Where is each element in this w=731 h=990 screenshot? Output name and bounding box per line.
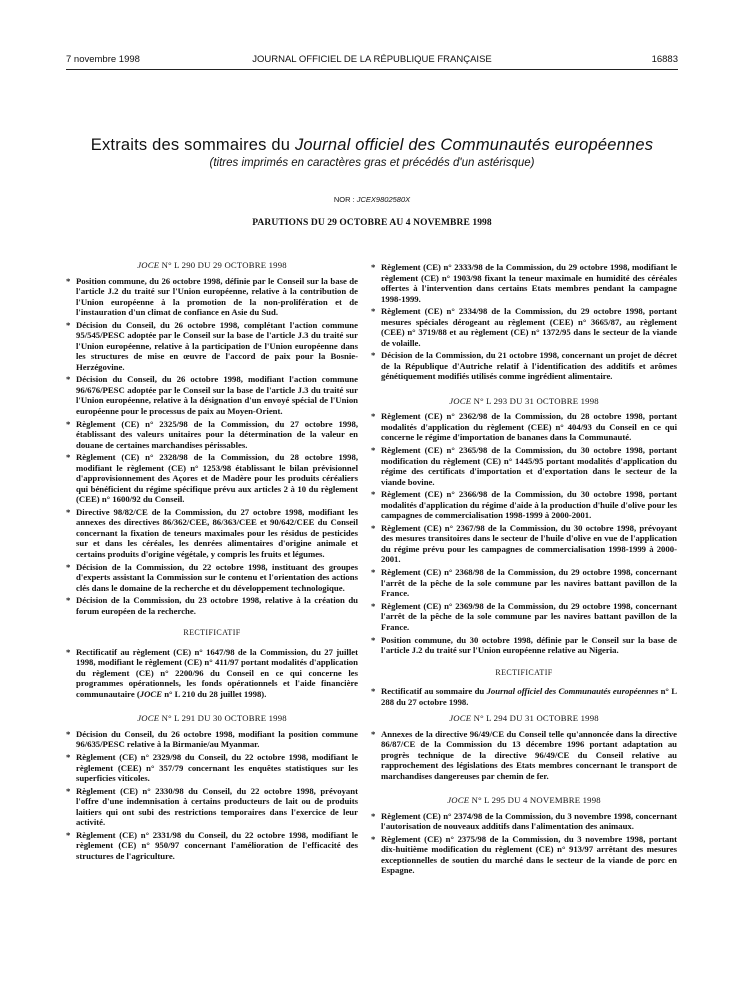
left-column — [66, 260, 358, 864]
list-item — [371, 601, 677, 633]
asterisk-marker: * — [371, 262, 376, 272]
asterisk-marker: * — [371, 600, 376, 611]
list-item-text: Décision de la Commission, du 23 octobre 1998, relative à la création du forum européen de la recherche. — [76, 595, 358, 616]
list-item-text: Règlement (CE) n° 2366/98 de la Commission, du 30 octobre 1998, portant modalités d'application du régime d'aide à la production d'huile d'olive pour les campagnes de commercialisation 1998-1999 à 2000-2001. — [381, 489, 677, 521]
running-header — [66, 54, 678, 68]
title-journal: Journal officiel des Communautés européennes — [294, 136, 654, 154]
asterisk-marker: * — [66, 452, 71, 463]
list-item-text: Règlement (CE) n° 2331/98 du Conseil, du 22 octobre 1998, modifiant le règlement (CE) n° 950/97 concernant l'amélioration de l'efficacité des structures de l'agriculture. — [76, 829, 358, 861]
asterisk-marker: * — [371, 833, 376, 844]
list-item — [66, 562, 358, 594]
joce-label: JOCE — [449, 713, 472, 723]
nor-reference — [66, 195, 678, 204]
header-journal-name: JOURNAL OFFICIEL DE LA RÉPUBLIQUE FRANÇAISE — [252, 54, 492, 65]
asterisk-marker: * — [66, 506, 71, 517]
list-item-text: Règlement (CE) n° 2374/98 de la Commission, du 3 novembre 1998, concernant l'autorisation de nouveaux additifs dans l'alimentation des animaux. — [381, 810, 677, 831]
section-heading — [66, 260, 358, 271]
list-item-text: Règlement (CE) n° 2375/98 de la Commission, du 3 novembre 1998, portant dix-huitième modification du règlement (CE) n° 913/97 arrêtant des mesures exceptionnelles de soutien du marché dans le secteur de la viande de porc en Espagne. — [381, 833, 677, 876]
list-item — [371, 729, 677, 782]
list-item-text: Règlement (CE) n° 2325/98 de la Commission, du 27 octobre 1998, établissant des valeurs unitaires pour la détermination de la valeur en douane de certaines marchandises périssables. — [76, 418, 358, 450]
list-item-text: Règlement (CE) n° 2369/98 de la Commission, du 29 octobre 1998, concernant l'arrêt de la pêche de la sole commune par les navires battant pavillon de la France. — [381, 600, 677, 632]
joce-label: JOCE — [137, 713, 160, 724]
asterisk-marker: * — [371, 810, 376, 821]
list-item — [371, 350, 677, 382]
asterisk-marker: * — [371, 634, 376, 645]
list-item — [66, 595, 358, 616]
list-item-text: Règlement (CE) n° 2367/98 de la Commission, du 30 octobre 1998, prévoyant des mesures transitoires dans le secteur de l'huile d'olive en vue de l'application du régime prévu pour les campagnes de commercialisation 1998-1999 à 2000-2001. — [381, 522, 677, 565]
asterisk-marker: * — [66, 275, 71, 286]
list-item — [371, 834, 677, 876]
asterisk-marker: * — [66, 561, 71, 572]
section-heading-rest: N° L 290 DU 29 OCTOBRE 1998 — [159, 260, 287, 270]
nor-value: JCEX9802580X — [356, 195, 411, 204]
asterisk-marker: * — [371, 306, 376, 317]
item-list — [66, 729, 358, 862]
header-date: 7 novembre 1998 — [66, 54, 140, 65]
list-item — [371, 489, 677, 521]
joce-label: JOCE — [137, 260, 160, 270]
list-item-text: Règlement (CE) n° 2365/98 de la Commission, du 30 octobre 1998, portant modification du règlement (CE) n° 1445/95 portant modalités d'application du régime des certificats d'importation et d'exportation dans le secteur de la viande bovine. — [381, 445, 677, 487]
asterisk-marker: * — [66, 829, 71, 840]
list-item — [66, 320, 358, 373]
list-item-text: Directive 98/82/CE de la Commission, du 27 octobre 1998, modifiant les annexes des directives 86/362/CEE, 86/363/CEE et 90/642/CEE du Conseil concernant la fixation de teneurs maximales pour les résidus de pesticides sur et dans les céréales, les denrées alimentaires d'origine animale et certains produits d'origine végétale, y compris les fruits et légumes. — [76, 506, 358, 559]
asterisk-marker: * — [371, 350, 376, 361]
asterisk-marker: * — [371, 522, 376, 533]
section-heading-rest: N° L 291 DU 30 OCTOBRE 1998 — [159, 713, 287, 724]
section-heading — [371, 396, 677, 407]
list-item — [371, 411, 677, 443]
joce-label: JOCE — [447, 795, 470, 805]
list-item — [66, 419, 358, 451]
list-item-text: Décision du Conseil, du 26 octobre 1998, modifiant l'action commune 96/676/PESC adoptée par le Conseil sur la base de l'article J.3 du traité sur l'Union européenne, relative à la désignation d'un envoyé spécial de l'Union européenne pour le processus de paix au Moyen-Orient. — [76, 374, 358, 416]
title-prefix: Extraits des sommaires du — [90, 136, 295, 154]
item-list — [371, 411, 677, 655]
list-item-text: Règlement (CE) n° 2333/98 de la Commission, du 29 octobre 1998, modifiant le règlement (CE) n° 1903/98 fixant la teneur maximale en humidité des céréales offertes à l'intervention dans certains Etats membres pendant la campagne 1998-1999. — [381, 262, 677, 304]
item-list — [371, 729, 677, 782]
asterisk-marker: * — [371, 567, 376, 578]
right-column — [371, 262, 677, 878]
list-item-text: Règlement (CE) n° 2362/98 de la Commission, du 28 octobre 1998, portant modalités d'application du règlement (CEE) n° 404/93 du Conseil en ce qui concerne le régime d'importation de bananes dans la Communauté. — [381, 411, 677, 443]
asterisk-marker: * — [66, 728, 71, 739]
item-list — [371, 811, 677, 876]
list-item-text: Règlement (CE) n° 2330/98 du Conseil, du 22 octobre 1998, prévoyant l'offre d'une indemnisation à certains producteurs de lait ou de produits laitiers qui ont subi des restrictions temporaires dans l'exercice de leur activité. — [76, 785, 358, 828]
list-item-text: Décision de la Commission, du 22 octobre 1998, instituant des groupes d'experts assistant la Commission sur le contenu et l'orientation des actions clés dans le domaine de la recherche et du développement technologique. — [76, 561, 358, 593]
list-item-text: Règlement (CE) n° 2329/98 du Conseil, du 22 octobre 1998, modifiant le règlement (CEE) n° 357/79 concernant les enquêtes statistiques sur les superficies viticoles. — [76, 752, 358, 783]
rect-tail: n° L 210 du 28 juillet 1998). — [162, 688, 267, 699]
joce-label: JOCE — [449, 395, 472, 406]
rect-journal: Journal officiel des Communautés européennes — [486, 686, 659, 696]
asterisk-marker: * — [66, 595, 71, 606]
list-item — [66, 830, 358, 862]
rect-joce: JOCE — [139, 688, 163, 699]
asterisk-marker: * — [66, 752, 71, 762]
parutions-heading: PARUTIONS DU 29 OCTOBRE AU 4 NOVEMBRE 1998 — [252, 218, 492, 228]
rect-tail: n° L 288 du 27 octobre 1998. — [381, 686, 677, 707]
list-item — [66, 374, 358, 416]
list-item — [371, 811, 677, 832]
list-item-text: Décision du Conseil, du 26 octobre 1998, modifiant la position commune 96/635/PESC relative à la Birmanie/au Myanmar. — [76, 728, 358, 750]
header-page-number: 16883 — [651, 54, 678, 65]
list-item — [371, 262, 677, 304]
list-item — [66, 729, 358, 750]
asterisk-marker: * — [66, 319, 71, 330]
asterisk-marker: * — [66, 785, 71, 796]
section-heading — [371, 713, 677, 724]
asterisk-marker: * — [371, 411, 376, 422]
nor-label: NOR : — [333, 195, 357, 204]
list-item-text: Position commune, du 30 octobre 1998, définie par le Conseil sur la base de l'article J.2 du traité sur l'Union européenne relative au Nigeria. — [381, 634, 677, 655]
list-item — [371, 445, 677, 487]
section-heading-rest: N° L 294 DU 31 OCTOBRE 1998 — [471, 713, 599, 723]
section-heading-rest: N° L 293 DU 31 OCTOBRE 1998 — [471, 395, 599, 406]
asterisk-marker: * — [371, 489, 376, 500]
page-subtitle: (titres imprimés en caractères gras et précédés d'un astérisque) — [209, 157, 535, 169]
asterisk-marker: * — [371, 686, 376, 696]
list-item-text: Règlement (CE) n° 2334/98 de la Commission, du 29 octobre 1998, portant mesures spéciales dérogeant au règlement (CEE) n° 3665/87, au règlement (CEE) n° 3719/88 et au règlement (CE) n° 1372/95 dans le secteur de la viande de volaille. — [381, 306, 677, 348]
list-item — [371, 567, 677, 599]
list-item-text: Décision de la Commission, du 21 octobre 1998, concernant un projet de décret de la République d'Autriche relatif à l'identification des additifs et arômes génétiquement modifiés utilisés comme ingrédient alimentaire. — [381, 350, 677, 382]
rect-text: Rectificatif au règlement (CE) n° 1647/98 de la Commission, du 27 juillet 1998, modifiant le règlement (CE) n° 411/97 portant modalités d'application du règlement (CE) n° 2200/96 du Conseil en ce qui concerne les programmes opérationnels, les fonds opérationnels et l'aide financière communautaire ( — [76, 646, 358, 699]
rect-text: Rectificatif au sommaire du — [381, 686, 487, 696]
rectificatif-heading: RECTIFICATIF — [495, 667, 553, 677]
list-item — [371, 635, 677, 656]
list-item — [66, 452, 358, 505]
item-list — [371, 262, 677, 382]
list-item — [66, 786, 358, 828]
list-item — [371, 523, 677, 565]
item-list — [66, 276, 358, 617]
list-item — [371, 686, 677, 707]
list-item — [66, 276, 358, 318]
list-item-text: Règlement (CE) n° 2368/98 de la Commission, du 29 octobre 1998, concernant l'arrêt de la pêche de la sole commune par les navires battant pavillon de la France. — [381, 567, 677, 599]
header-rule — [66, 69, 678, 70]
page-title — [66, 136, 678, 155]
asterisk-marker: * — [371, 728, 376, 739]
list-item-text: Règlement (CE) n° 2328/98 de la Commission, du 28 octobre 1998, modifiant le règlement (CE) n° 1253/98 établissant le bilan prévisionnel d'approvisionnement des Açores et de Madère pour les produits céréaliers qui bénéficient du régime spécifique prévu aux articles 2 à 10 du règlement (CEE) n° 1600/92 du Conseil. — [76, 452, 358, 505]
rectificatif-heading: RECTIFICATIF — [183, 628, 241, 638]
section-heading — [371, 795, 677, 806]
asterisk-marker: * — [371, 445, 376, 456]
asterisk-marker: * — [66, 418, 71, 429]
list-item-text: Annexes de la directive 96/49/CE du Conseil telle qu'annoncée dans la directive 86/87/CE de la Commission du 13 décembre 1996 portant adaptation au progrès technique de la directive 96/49/CE du Conseil relative au rapprochement des législations des Etats membres concernant le transport de marchandises dangereuses par chemin de fer. — [381, 728, 677, 781]
asterisk-marker: * — [66, 646, 71, 657]
section-heading — [66, 713, 358, 724]
asterisk-marker: * — [66, 374, 71, 385]
list-item — [66, 752, 358, 784]
list-item — [66, 507, 358, 560]
list-item — [66, 647, 358, 700]
list-item-text: Position commune, du 26 octobre 1998, définie par le Conseil sur la base de l'article J.2 du traité sur l'Union européenne, relative à la contribution de l'Union européenne à la promotion de la non-prolifération et de l'instauration d'un climat de confiance en Asie du Sud. — [76, 275, 358, 317]
section-heading-rest: N° L 295 DU 4 NOVEMBRE 1998 — [469, 795, 601, 805]
list-item — [371, 306, 677, 348]
list-item-text: Décision du Conseil, du 26 octobre 1998, complétant l'action commune 95/545/PESC adoptée par le Conseil sur la base de l'article J.3 du traité sur l'Union européenne, relative à la participation de l'Union européenne dans les structures de mise en œuvre de l'accord de paix pour la Bosnie-Herzégovine. — [76, 319, 358, 372]
